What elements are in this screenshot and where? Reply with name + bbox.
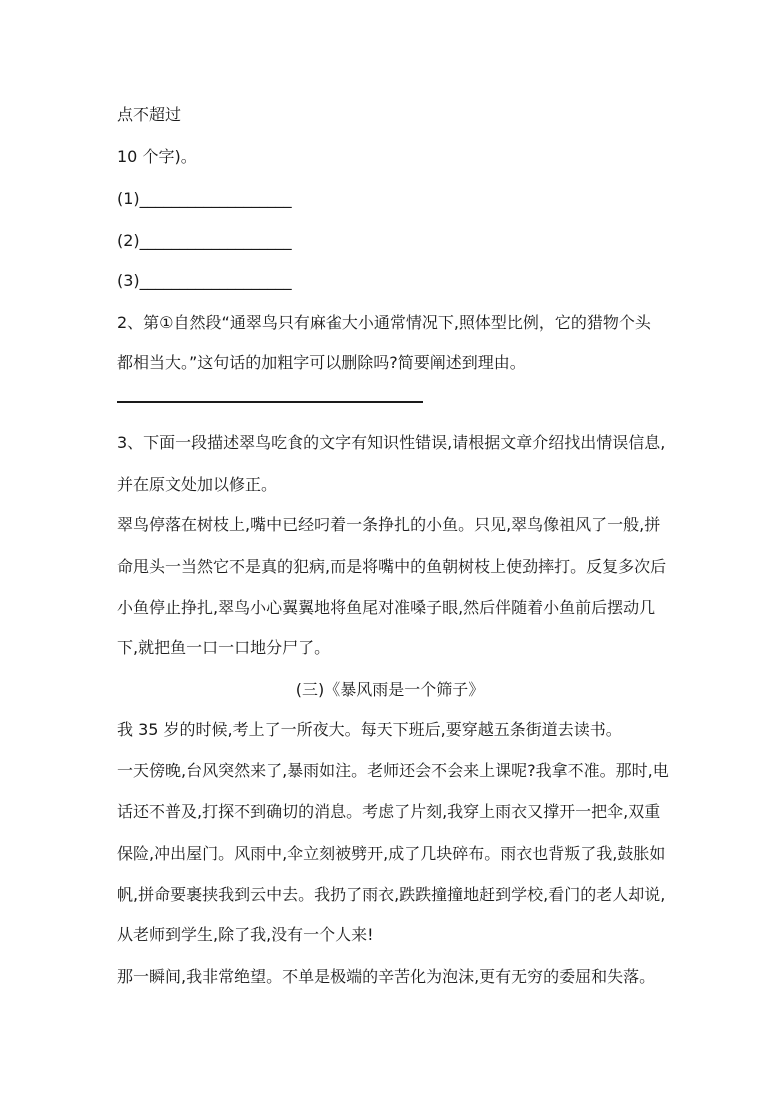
question-2-cont: 都相当大。”这句话的加粗字可以删除吗?简要阐述到理由。 xyxy=(117,353,526,372)
story-line: 保险,冲出屋门。风雨中,伞立刻被劈开,成了几块碎布。雨衣也背叛了我,鼓胀如 xyxy=(117,844,666,863)
question-3-cont: 并在原文处加以修正。 xyxy=(117,475,278,494)
question-2: 2、第①自然段“通翠鸟只有麻雀大小通常情况下,照体型比例，它的猎物个头 xyxy=(117,313,651,332)
passage-line: 翠鸟停落在树枝上,嘴中已经叼着一条挣扎的小鱼。只见,翠鸟像祖风了一般,拼 xyxy=(117,515,661,534)
section-title: (三)《暴风雨是一个筛子》 xyxy=(295,680,485,699)
text-line: 10 个字)。 xyxy=(117,147,197,166)
passage-line: 小鱼停止挣扎,翠鸟小心翼翼地将鱼尾对准嗓子眼,然后伴随着小鱼前后摆动几 xyxy=(117,598,656,617)
story-line: 帆,拼命要裹挟我到云中去。我扔了雨衣,跌跌撞撞地赶到学校,看门的老人却说, xyxy=(117,885,666,904)
passage-line: 下,就把鱼一口一口地分尸了。 xyxy=(117,638,331,657)
story-line: 我 35 岁的时候,考上了一所夜大。每天下班后,要穿越五条街道去读书。 xyxy=(117,720,622,739)
story-line: 那一瞬间,我非常绝望。不单是极端的辛苦化为泡沫,更有无穷的委屈和失落。 xyxy=(117,967,656,986)
story-line: 一天傍晚,台风突然来了,暴雨如注。老师还会不会来上课呢?我拿不准。那时,电 xyxy=(117,761,669,780)
answer-blank-1: (1)___________________ xyxy=(117,189,292,208)
question-3: 3、下面一段描述翠鸟吃食的文字有知识性错误,请根据文章介绍找出情误信息, xyxy=(117,433,666,452)
text-line: 点不超过 xyxy=(117,105,182,124)
story-line: 话还不普及,打探不到确切的消息。考虑了片刻,我穿上雨衣又撑开一把伞,双重 xyxy=(117,802,661,821)
story-line: 从老师到学生,除了我,没有一个人来! xyxy=(117,925,374,944)
passage-line: 命甩头一当然它不是真的犯病,而是将嘴中的鱼朝树枝上使劲摔打。反复多次后 xyxy=(117,557,667,576)
answer-blank-3: (3)___________________ xyxy=(117,271,292,290)
answer-rule xyxy=(117,401,423,403)
answer-blank-2: (2)___________________ xyxy=(117,231,292,250)
